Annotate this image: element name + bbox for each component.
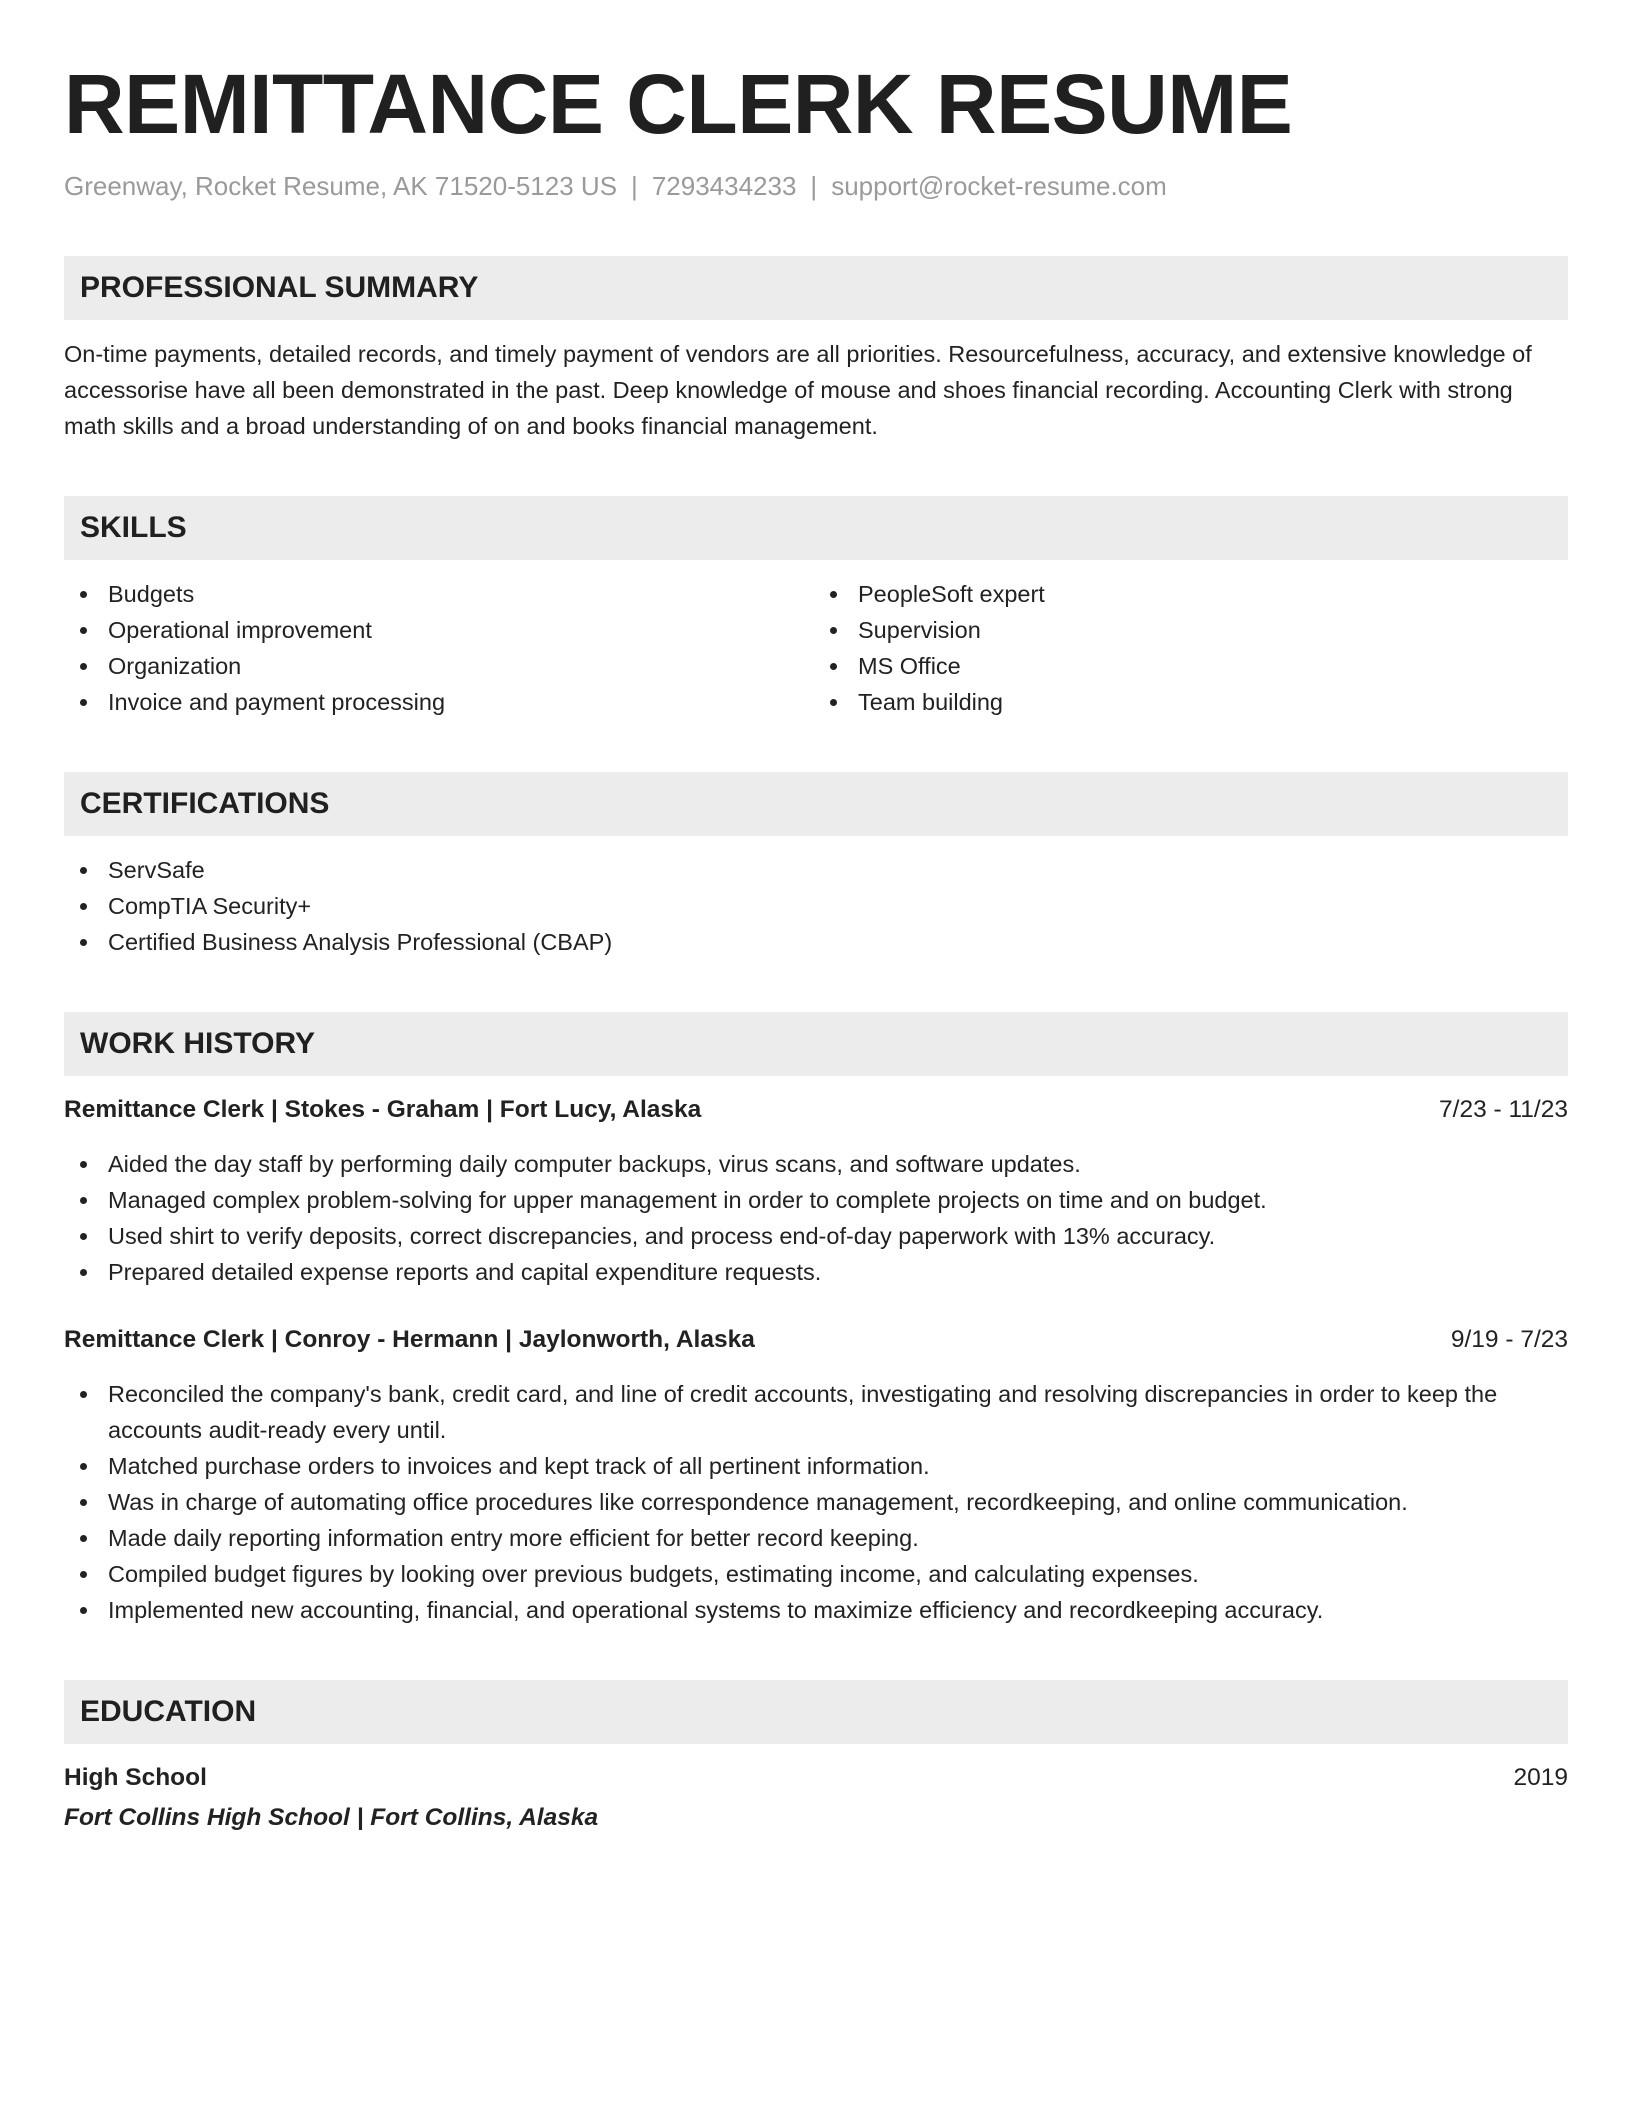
certification-item: Certified Business Analysis Professional (CBAP)	[64, 924, 1568, 960]
skills-column-left	[64, 576, 816, 720]
section-header-skills: SKILLS	[64, 496, 1568, 560]
job-title: Remittance Clerk | Stokes - Graham | Fort Lucy, Alaska	[64, 1096, 702, 1123]
certification-item: ServSafe	[64, 852, 1568, 888]
skills-column-right	[814, 576, 1566, 720]
contact-separator: |	[810, 171, 818, 201]
skill-item: Organization	[64, 648, 816, 684]
skill-item: Invoice and payment processing	[64, 684, 816, 720]
skill-item: Budgets	[64, 576, 816, 612]
job-bullet: Was in charge of automating office procedures like correspondence management, recordkeeping, and online communication.	[64, 1484, 1568, 1520]
job-dates: 7/23 - 11/23	[1439, 1096, 1568, 1123]
resume-title: REMITTANCE CLERK RESUME	[64, 57, 1293, 151]
job-bullet: Managed complex problem-solving for upper management in order to complete projects on time and on budget.	[64, 1182, 1568, 1218]
contact-address: Greenway, Rocket Resume, AK 71520-5123 US	[64, 171, 618, 201]
job-header	[64, 1092, 1568, 1128]
job-bullet: Prepared detailed expense reports and capital expenditure requests.	[64, 1254, 1568, 1290]
job-bullet: Used shirt to verify deposits, correct discrepancies, and process end-of-day paperwork with 13% accuracy.	[64, 1218, 1568, 1254]
contact-line	[64, 168, 1568, 204]
skill-item: Supervision	[814, 612, 1566, 648]
certification-item: CompTIA Security+	[64, 888, 1568, 924]
section-header-certifications: CERTIFICATIONS	[64, 772, 1568, 836]
certifications-list	[64, 852, 1568, 960]
job-bullet: Made daily reporting information entry more efficient for better record keeping.	[64, 1520, 1568, 1556]
skill-item: PeopleSoft expert	[814, 576, 1566, 612]
skill-item: Team building	[814, 684, 1566, 720]
job-bullet: Aided the day staff by performing daily computer backups, virus scans, and software updates.	[64, 1146, 1568, 1182]
education-degree: High School	[64, 1764, 207, 1791]
section-header-work-history: WORK HISTORY	[64, 1012, 1568, 1076]
job-title: Remittance Clerk | Conroy - Hermann | Jaylonworth, Alaska	[64, 1326, 755, 1353]
job-bullet: Implemented new accounting, financial, and operational systems to maximize efficiency and recordkeeping accuracy.	[64, 1592, 1568, 1628]
education-header	[64, 1760, 1568, 1796]
job-bullets	[64, 1146, 1568, 1290]
skill-item: Operational improvement	[64, 612, 816, 648]
contact-email: support@rocket-resume.com	[831, 171, 1167, 201]
job-bullet: Reconciled the company's bank, credit card, and line of credit accounts, investigating and resolving discrepancies in order to keep the accounts audit-ready every until.	[64, 1376, 1568, 1448]
skills-grid	[64, 576, 1568, 720]
job-bullets	[64, 1376, 1568, 1628]
job-bullet: Matched purchase orders to invoices and kept track of all pertinent information.	[64, 1448, 1568, 1484]
resume-page	[64, 54, 1568, 1836]
summary-text: On-time payments, detailed records, and timely payment of vendors are all priorities. Resourcefulness, accuracy, and extensive knowledge of accessorise have all been demonstrated in the past. Deep knowledge of mouse and shoes financial recording. Accounting Clerk with strong math skills and a broad understanding of on and books financial management.	[64, 341, 1532, 439]
skill-item: MS Office	[814, 648, 1566, 684]
contact-separator: |	[631, 171, 638, 201]
job-dates: 9/19 - 7/23	[1450, 1326, 1568, 1353]
contact-phone: 7293434233	[651, 171, 797, 201]
section-header-education: EDUCATION	[64, 1680, 1568, 1744]
education-year: 2019	[1513, 1764, 1568, 1791]
section-header-summary: PROFESSIONAL SUMMARY	[64, 256, 1568, 320]
job-bullet: Compiled budget figures by looking over previous budgets, estimating income, and calculating expenses.	[64, 1556, 1568, 1592]
education-school: Fort Collins High School | Fort Collins, Alaska	[64, 1804, 599, 1831]
job-header	[64, 1322, 1568, 1358]
